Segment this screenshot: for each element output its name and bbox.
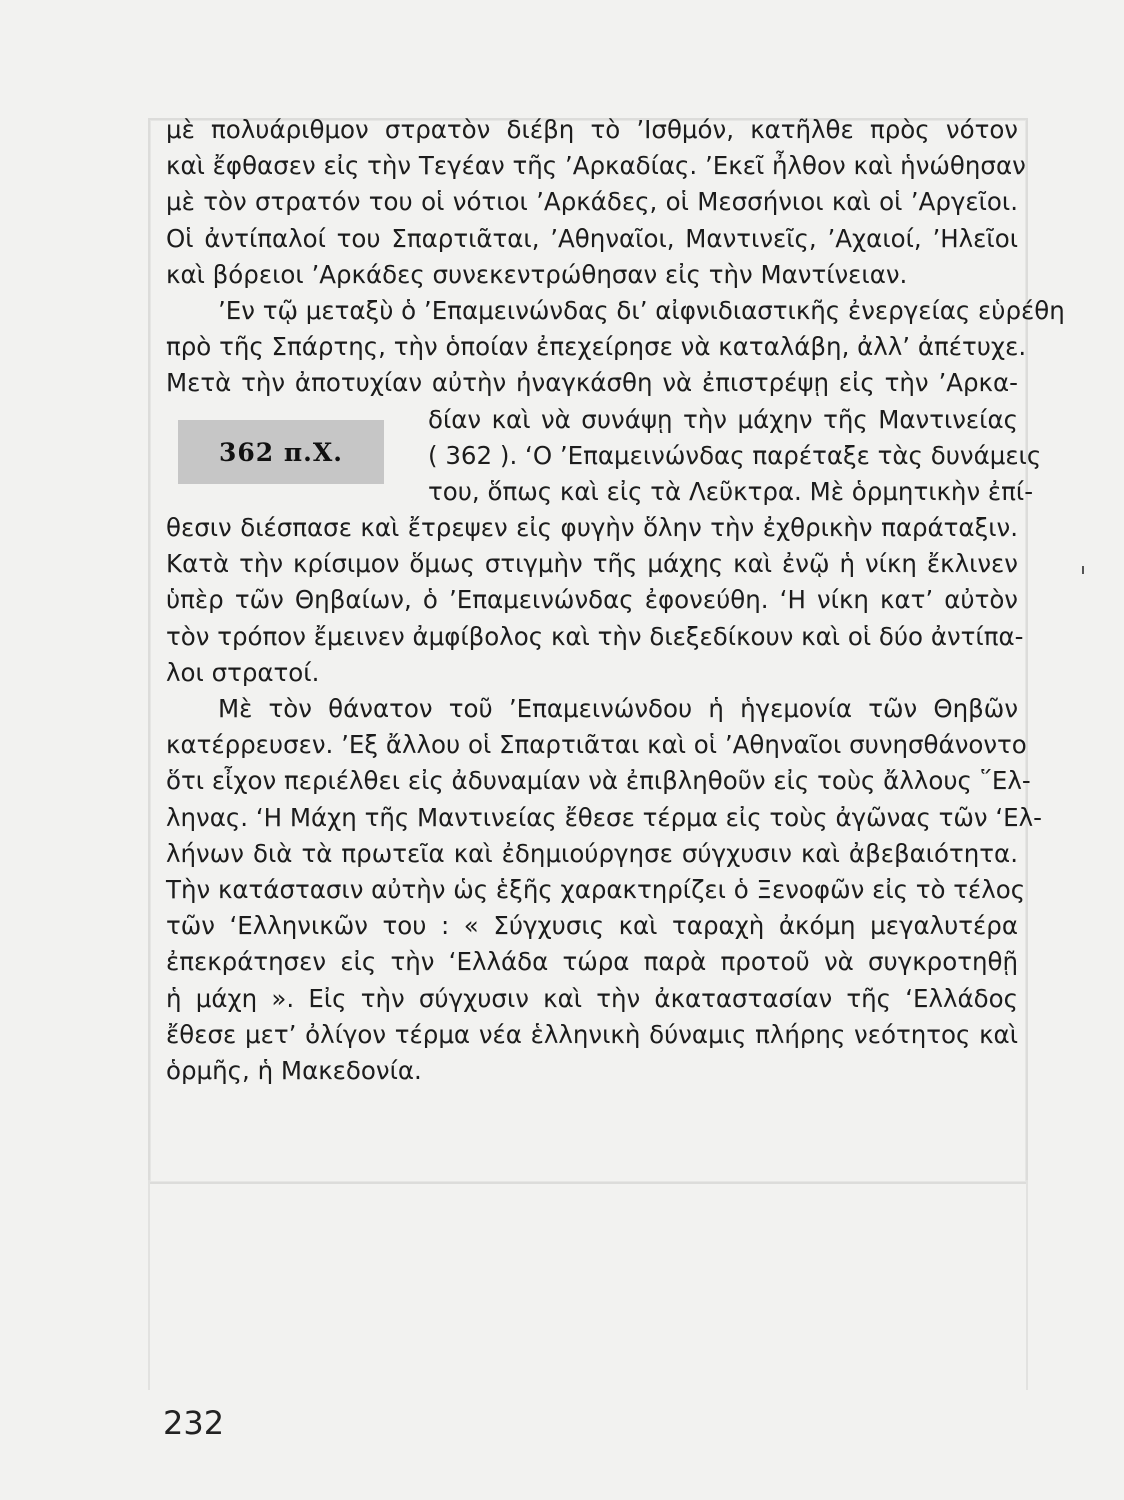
text-line: Κατὰ τὴν κρίσιμον ὅμως στιγμὴν τῆς μάχης καὶ ἐνῷ ἡ νίκη ἔκλινεν: [166, 549, 1018, 579]
text-line: ’Εν τῷ μεταξὺ ὁ ’Επαμεινώνδας δι’ αἰφνιδιαστικῆς ἐνεργείας εὑρέθη: [218, 295, 1065, 325]
text-line: καὶ βόρειοι ’Αρκάδες συνεκεντρώθησαν εἰς τὴν Μαντίνειαν.: [166, 259, 908, 289]
text-line: πρὸ τῆς Σπάρτης, τὴν ὁποίαν ἐπεχείρησε νὰ καταλάβη, ἀλλ’ ἀπέτυχε.: [166, 332, 1027, 362]
text-line: μὲ πολυάριθμον στρατὸν διέβη τὸ ’Ισθμόν, κατῆλθε πρὸς νότον: [166, 115, 1018, 144]
text-line: λοι στρατοί.: [166, 657, 320, 687]
text-line: του, ὅπως καὶ εἰς τὰ Λεῦκτρα. Μὲ ὁρμητικὴν ἐπί-: [428, 476, 1034, 506]
text-line: μὲ τὸν στρατόν του οἱ νότιοι ’Αρκάδες, οἱ Μεσσήνιοι καὶ οἱ ’Αργεῖοι.: [166, 187, 1018, 217]
text-line: Μὲ τὸν θάνατον τοῦ ’Επαμεινώνδου ἡ ἡγεμονία τῶν Θηβῶν: [218, 694, 1018, 723]
text-line: ἐπεκράτησεν εἰς τὴν ‘Ελλάδα τώρα παρὰ προτοῦ νὰ συγκροτηθῇ: [166, 947, 1018, 977]
bleed-through-frame-lower: [148, 1180, 1028, 1390]
page-number: 232: [163, 1404, 225, 1442]
text-line: τὸν τρόπον ἔμεινεν ἀμφίβολος καὶ τὴν διεξεδίκουν καὶ οἱ δύο ἀντίπα-: [166, 621, 1024, 651]
text-line: ἔθεσε μετ’ ὀλίγον τέρμα νέα ἑλληνικὴ δύναμις πλήρης νεότητος καὶ: [166, 1019, 1018, 1049]
text-line: ὁρμῆς, ἡ Μακεδονία.: [166, 1055, 422, 1085]
body-text: [166, 112, 1065, 1089]
text-line: Μετὰ τὴν ἀποτυχίαν αὐτὴν ἠναγκάσθη νὰ ἐπιστρέψῃ εἰς τὴν ’Αρκα-: [166, 368, 1018, 398]
text-line: θεσιν διέσπασε καὶ ἔτρεψεν εἰς φυγὴν ὅλην τὴν ἐχθρικὴν παράταξιν.: [166, 513, 1018, 543]
text-line: δίαν καὶ νὰ συνάψῃ τὴν μάχην τῆς Μαντινείας: [428, 404, 1018, 434]
text-line: ἡ μάχη ». Εἰς τὴν σύγχυσιν καὶ τὴν ἀκαταστασίαν τῆς ‘Ελλάδος: [166, 983, 1018, 1013]
text-line: ὅτι εἶχον περιέλθει εἰς ἀδυναμίαν νὰ ἐπιβληθοῦν εἰς τοὺς ἄλλους ῞Ελ-: [166, 766, 1031, 796]
text-line: Οἱ ἀντίπαλοί του Σπαρτιᾶται, ’Αθηναῖοι, Μαντινεῖς, ’Αχαιοί, ’Ηλεῖοι: [166, 223, 1018, 253]
text-line: καὶ ἔφθασεν εἰς τὴν Τεγέαν τῆς ’Αρκαδίας. ’Εκεῖ ἦλθον καὶ ἡνώθησαν: [166, 151, 1026, 181]
text-line: ( 362 ). ‘Ο ’Επαμεινώνδας παρέταξε τὰς δυνάμεις: [428, 440, 1042, 470]
paper-speck: [1082, 566, 1084, 574]
margin-date-label: 362 π.Χ.: [178, 420, 384, 484]
text-line: ληνας. ‘Η Μάχη τῆς Μαντινείας ἔθεσε τέρμα εἰς τοὺς ἀγῶνας τῶν ‘Ελ-: [166, 802, 1042, 832]
text-line: λήνων διὰ τὰ πρωτεῖα καὶ ἐδημιούργησε σύγχυσιν καὶ ἀβεβαιότητα.: [166, 838, 1018, 868]
text-line: Τὴν κατάστασιν αὐτὴν ὡς ἑξῆς χαρακτηρίζει ὁ Ξενοφῶν εἰς τὸ τέλος: [166, 874, 1026, 904]
text-line: ὑπὲρ τῶν Θηβαίων, ὁ ’Επαμεινώνδας ἐφονεύθη. ‘Η νίκη κατ’ αὐτὸν: [166, 585, 1018, 615]
text-line: τῶν ‘Ελληνικῶν του : « Σύγχυσις καὶ ταραχὴ ἀκόμη μεγαλυτέρα: [166, 911, 1018, 941]
text-line: κατέρρευσεν. ’Εξ ἄλλου οἱ Σπαρτιᾶται καὶ οἱ ’Αθηναῖοι συνησθάνοντο: [166, 730, 1027, 760]
